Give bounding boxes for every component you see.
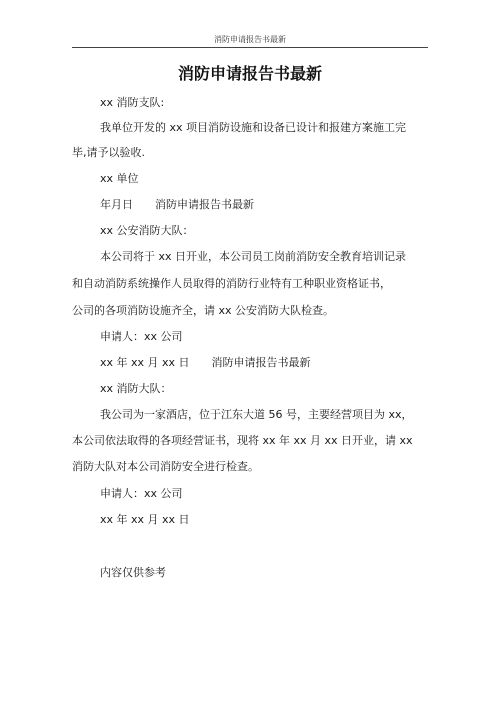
letter2-body-line1: 本公司将于 xx 日开业，本公司员工岗前消防安全教育培训记录: [100, 250, 407, 263]
letter1-date-title: 消防申请报告书最新: [155, 198, 254, 211]
letter1-sender: xx 单位: [100, 172, 139, 185]
letter3-body-line2: 本公司依法取得的各项经营证书，现将 xx 年 xx 月 xx 日开业，请 xx: [72, 434, 413, 447]
letter1-date: 年月日: [100, 198, 133, 211]
letter1-date-line: [100, 198, 254, 212]
letter2-body-line2: 和自动消防系统操作人员取得的消防行业特有工种职业资格证书，: [72, 277, 391, 290]
letter1-body-line2: 毕,请予以验收.: [72, 146, 145, 159]
letter3-applicant: 申请人：xx 公司: [100, 487, 183, 500]
letter2-body-line3: 公司的各项消防设施齐全，请 xx 公安消防大队检查。: [72, 304, 335, 317]
letter2-applicant: 申请人：xx 公司: [100, 330, 183, 343]
letter1-recipient: xx 消防支队:: [100, 96, 165, 109]
letter2-recipient: xx 公安消防大队：: [100, 224, 194, 237]
page-header: 消防申请报告书最新: [214, 35, 286, 44]
letter1-body-line1: 我单位开发的 xx 项目消防设施和设备已设计和报建方案施工完: [100, 121, 407, 134]
footer-note: 内容仅供参考: [100, 566, 166, 579]
letter3-body-line3: 消防大队对本公司消防安全进行检查。: [72, 460, 259, 473]
document-title: 消防申请报告书最新: [177, 64, 322, 83]
letter2-date: xx 年 xx 月 xx 日: [100, 356, 190, 369]
letter3-body-line1: 我公司为一家酒店，位于江东大道 56 号，主要经营项目为 xx，: [100, 408, 413, 421]
letter3-date: xx 年 xx 月 xx 日: [100, 513, 190, 526]
letter3-recipient: xx 消防大队：: [100, 382, 172, 395]
letter2-date-line: [100, 356, 311, 370]
letter2-date-title: 消防申请报告书最新: [211, 356, 311, 369]
header-divider: [72, 47, 428, 48]
